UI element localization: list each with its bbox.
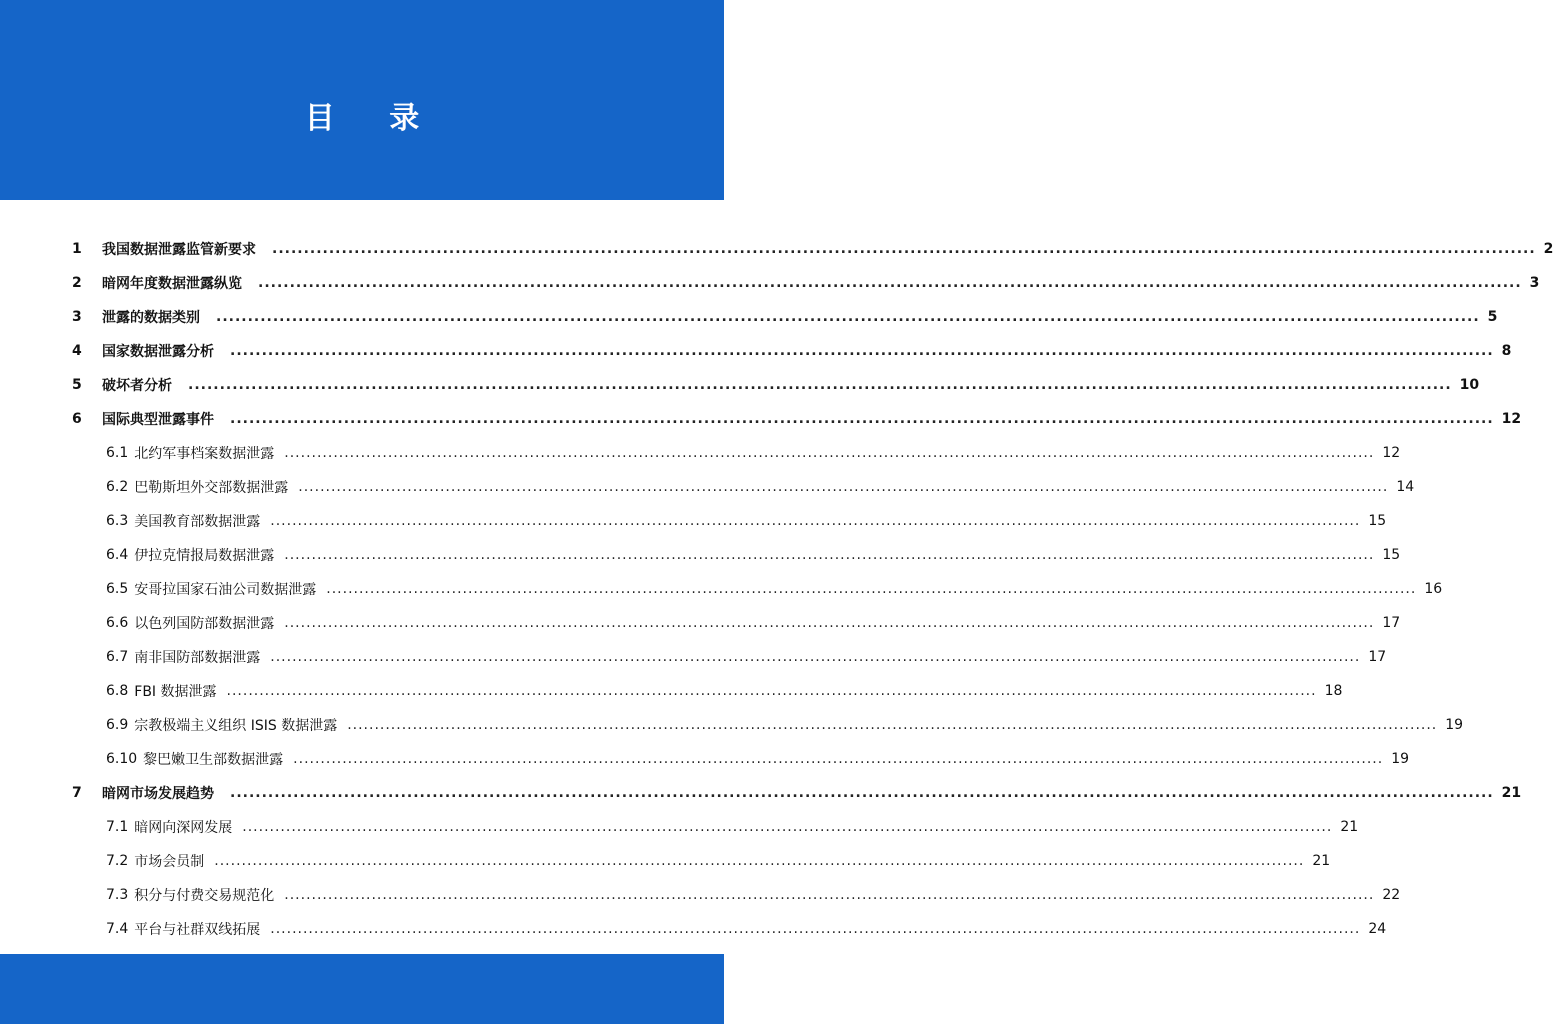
toc-entry-label: 暗网向深网发展	[134, 820, 233, 836]
toc-entry[interactable]	[106, 640, 1387, 674]
toc-entry-label: 国家数据泄露分析	[102, 344, 214, 360]
toc-entry-label: 以色列国防部数据泄露	[134, 616, 275, 632]
toc-entry-page: 12	[1501, 411, 1522, 427]
toc-entry[interactable]	[106, 436, 1401, 470]
toc-entry-label: 南非国防部数据泄露	[134, 650, 261, 666]
dot-leader: ........................................................................................................................................................................................................	[226, 683, 1317, 699]
toc-entry[interactable]	[72, 776, 1522, 810]
toc-entry-label: 安哥拉国家石油公司数据泄露	[134, 582, 317, 598]
toc-entry-number: 7.3	[106, 887, 129, 903]
toc-entry-label: FBI 数据泄露	[134, 684, 217, 700]
toc-entry-number: 7.2	[106, 853, 129, 869]
dot-leader: ........................................................................................................................................................................................................	[284, 547, 1375, 563]
toc-entry-page: 3	[1529, 275, 1540, 291]
toc-entry-number: 7.4	[106, 921, 129, 937]
toc-entry-label: 黎巴嫩卫生部数据泄露	[143, 752, 284, 768]
toc-entry-number: 6.5	[106, 581, 129, 597]
toc-entry[interactable]	[72, 232, 1553, 266]
toc-entry-number: 4	[72, 343, 82, 359]
dot-leader: ........................................................................................................................................................................................................	[216, 309, 1480, 325]
toc-entry-label: 市场会员制	[134, 854, 205, 870]
toc-entry[interactable]	[106, 538, 1401, 572]
toc-entry-number: 1	[72, 241, 82, 257]
dot-leader: ........................................................................................................................................................................................................	[284, 615, 1375, 631]
toc-entry-label: 宗教极端主义组织 ISIS 数据泄露	[134, 718, 338, 734]
toc-entry-page: 21	[1312, 853, 1331, 869]
dot-leader: ........................................................................................................................................................................................................	[188, 377, 1452, 393]
dot-leader: ........................................................................................................................................................................................................	[293, 751, 1384, 767]
toc-entry[interactable]	[106, 572, 1443, 606]
toc-entry[interactable]	[72, 368, 1480, 402]
dot-leader: ........................................................................................................................................................................................................	[230, 785, 1494, 801]
toc-entry-label: 美国教育部数据泄露	[134, 514, 261, 530]
toc-entry-page: 8	[1501, 343, 1512, 359]
toc-entry-label: 破坏者分析	[102, 378, 172, 394]
toc-entry-page: 15	[1368, 513, 1387, 529]
toc-entry-page: 18	[1324, 683, 1343, 699]
toc-entry-number: 6.7	[106, 649, 129, 665]
toc-entry-number: 2	[72, 275, 82, 291]
toc-entry-label: 伊拉克情报局数据泄露	[134, 548, 275, 564]
toc-entry[interactable]	[72, 402, 1522, 436]
dot-leader: ........................................................................................................................................................................................................	[230, 343, 1494, 359]
toc-entry-number: 6.6	[106, 615, 129, 631]
dot-leader: ........................................................................................................................................................................................................	[347, 717, 1438, 733]
toc-entry-page: 14	[1396, 479, 1415, 495]
toc-entry-number: 6.8	[106, 683, 129, 699]
toc-entry-number: 7	[72, 785, 82, 801]
toc-entry[interactable]	[106, 708, 1464, 742]
dot-leader: ........................................................................................................................................................................................................	[270, 649, 1361, 665]
toc-entry[interactable]	[106, 470, 1415, 504]
toc-entry-label: 我国数据泄露监管新要求	[102, 242, 256, 258]
toc-entry[interactable]	[106, 674, 1343, 708]
toc-entry-page: 24	[1368, 921, 1387, 937]
dot-leader: ........................................................................................................................................................................................................	[214, 853, 1305, 869]
toc-entry-label: 暗网市场发展趋势	[102, 786, 214, 802]
toc-entry-number: 6.4	[106, 547, 129, 563]
toc-entry-number: 6.10	[106, 751, 138, 767]
toc-entry-label: 积分与付费交易规范化	[134, 888, 275, 904]
toc-entry-label: 泄露的数据类别	[102, 310, 200, 326]
toc-entry-page: 19	[1445, 717, 1464, 733]
toc-entry-label: 巴勒斯坦外交部数据泄露	[134, 480, 289, 496]
toc-entry-label: 暗网年度数据泄露纵览	[102, 276, 242, 292]
dot-leader: ........................................................................................................................................................................................................	[284, 887, 1375, 903]
toc-entry-number: 6.3	[106, 513, 129, 529]
toc-entry[interactable]	[72, 266, 1540, 300]
dot-leader: ........................................................................................................................................................................................................	[242, 819, 1333, 835]
dot-leader: ........................................................................................................................................................................................................	[258, 275, 1522, 291]
dot-leader: ........................................................................................................................................................................................................	[230, 411, 1494, 427]
toc-entry[interactable]	[106, 844, 1331, 878]
toc-entry[interactable]	[106, 912, 1387, 946]
toc-entry-page: 21	[1340, 819, 1359, 835]
toc-entry-page: 19	[1391, 751, 1410, 767]
toc-entry-page: 10	[1459, 377, 1480, 393]
toc-entry[interactable]	[106, 810, 1359, 844]
toc-entry[interactable]	[72, 300, 1498, 334]
dot-leader: ........................................................................................................................................................................................................	[326, 581, 1417, 597]
toc-entry-number: 6.9	[106, 717, 129, 733]
toc-entry[interactable]	[72, 334, 1512, 368]
footer-banner	[0, 954, 724, 1024]
toc-entry-page: 16	[1424, 581, 1443, 597]
toc-entry-page: 17	[1368, 649, 1387, 665]
toc-entry-page: 5	[1487, 309, 1498, 325]
toc-entry-page: 21	[1501, 785, 1522, 801]
toc-entry[interactable]	[106, 606, 1401, 640]
page-title: 目 录	[304, 101, 442, 136]
toc-entry-number: 5	[72, 377, 82, 393]
toc-entry-number: 3	[72, 309, 82, 325]
toc-entry-number: 6.2	[106, 479, 129, 495]
dot-leader: ........................................................................................................................................................................................................	[270, 921, 1361, 937]
toc-entry[interactable]	[106, 878, 1401, 912]
header-banner	[0, 0, 724, 200]
dot-leader: ........................................................................................................................................................................................................	[272, 241, 1536, 257]
toc-entry-page: 15	[1382, 547, 1401, 563]
toc-entry-number: 6	[72, 411, 82, 427]
toc-entry-label: 北约军事档案数据泄露	[134, 446, 275, 462]
toc-entry[interactable]	[106, 742, 1410, 776]
toc-entry-number: 7.1	[106, 819, 129, 835]
toc-entry[interactable]	[106, 504, 1387, 538]
toc-entry-label: 平台与社群双线拓展	[134, 922, 261, 938]
dot-leader: ........................................................................................................................................................................................................	[298, 479, 1389, 495]
dot-leader: ........................................................................................................................................................................................................	[284, 445, 1375, 461]
toc-entry-page: 17	[1382, 615, 1401, 631]
dot-leader: ........................................................................................................................................................................................................	[270, 513, 1361, 529]
toc-entry-page: 22	[1382, 887, 1401, 903]
toc-entry-page: 2	[1543, 241, 1553, 257]
toc-entry-number: 6.1	[106, 445, 129, 461]
toc-entry-label: 国际典型泄露事件	[102, 412, 214, 428]
toc-entry-page: 12	[1382, 445, 1401, 461]
